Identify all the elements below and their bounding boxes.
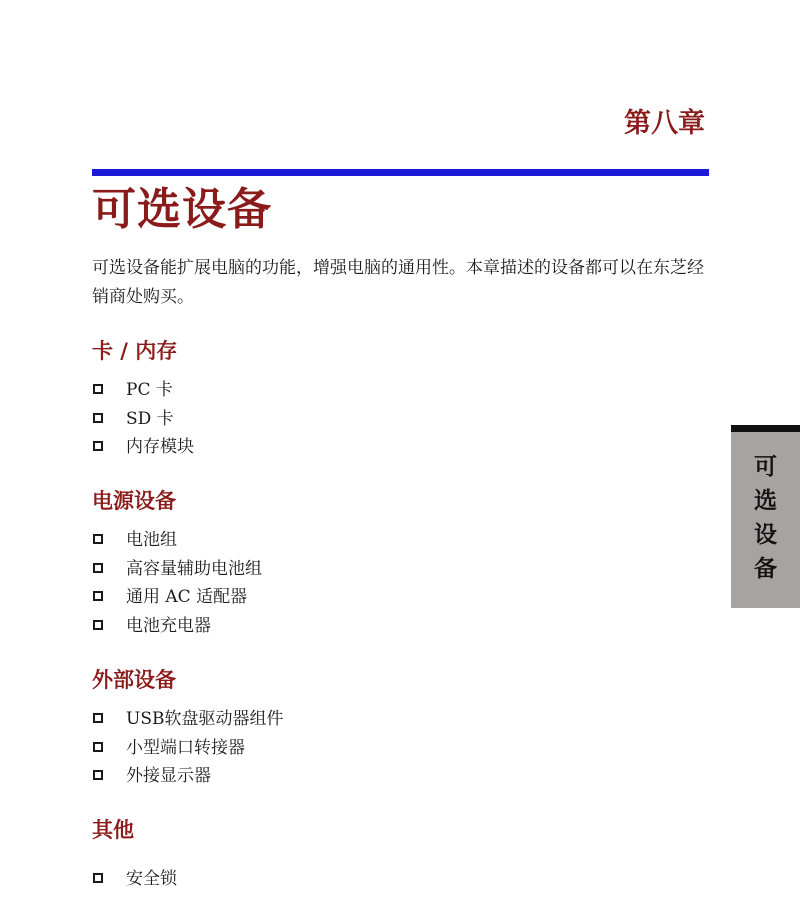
item-label: 小型端口转接器: [126, 737, 245, 758]
item-list: [92, 526, 262, 640]
item-label: 电池充电器: [126, 615, 211, 636]
page-title: 可选设备: [92, 184, 272, 235]
item-label: 通用 AC 适配器: [126, 587, 248, 607]
intro-paragraph: 可选设备能扩展电脑的功能，增强电脑的通用性。本章描述的设备都可以在东芝经销商处购买。: [92, 258, 704, 307]
list-item: [92, 583, 262, 612]
list-item: [92, 405, 194, 434]
side-tab-char: 设: [754, 522, 777, 548]
list-item: [92, 555, 262, 584]
side-chapter-tab: [731, 425, 800, 608]
item-label: USB软盘驱动器组件: [126, 709, 284, 729]
side-tab-char: 备: [754, 556, 777, 582]
list-item: [92, 762, 283, 791]
chapter-label: 第八章: [624, 108, 705, 139]
section-cards-memory: [92, 336, 194, 462]
checkbox-square-icon: [93, 534, 103, 544]
checkbox-square-icon: [93, 873, 103, 883]
item-label: 外接显示器: [126, 766, 211, 786]
side-tab-char: 可: [754, 454, 777, 480]
checkbox-square-icon: [93, 563, 103, 573]
section-heading: 电源设备: [92, 489, 176, 513]
checkbox-square-icon: [93, 441, 103, 451]
checkbox-square-icon: [93, 384, 103, 394]
section-power-devices: [92, 486, 262, 640]
checkbox-square-icon: [93, 413, 103, 423]
item-label: 安全锁: [126, 869, 177, 889]
item-list: [92, 376, 194, 462]
item-list: [92, 865, 177, 894]
checkbox-square-icon: [93, 620, 103, 630]
list-item: [92, 433, 194, 462]
list-item: [92, 376, 194, 405]
list-item: [92, 865, 177, 894]
list-item: [92, 705, 283, 734]
item-label: PC 卡: [126, 380, 173, 400]
side-tab-char: 选: [754, 488, 777, 514]
section-heading: 卡 / 内存: [92, 339, 178, 363]
list-item: [92, 526, 262, 555]
item-label: SD 卡: [126, 408, 174, 429]
checkbox-square-icon: [93, 742, 103, 752]
checkbox-square-icon: [93, 713, 103, 723]
item-label: 电池组: [126, 530, 177, 550]
title-rule: [92, 169, 709, 176]
item-label: 内存模块: [126, 437, 194, 457]
section-external-devices: [92, 665, 283, 791]
section-other: [92, 815, 177, 894]
section-heading: 外部设备: [92, 668, 176, 692]
section-heading: 其他: [92, 818, 134, 842]
item-label: 高容量辅助电池组: [126, 558, 262, 579]
list-item: [92, 734, 283, 763]
item-list: [92, 705, 283, 791]
checkbox-square-icon: [93, 591, 103, 601]
list-item: [92, 612, 262, 641]
checkbox-square-icon: [93, 770, 103, 780]
